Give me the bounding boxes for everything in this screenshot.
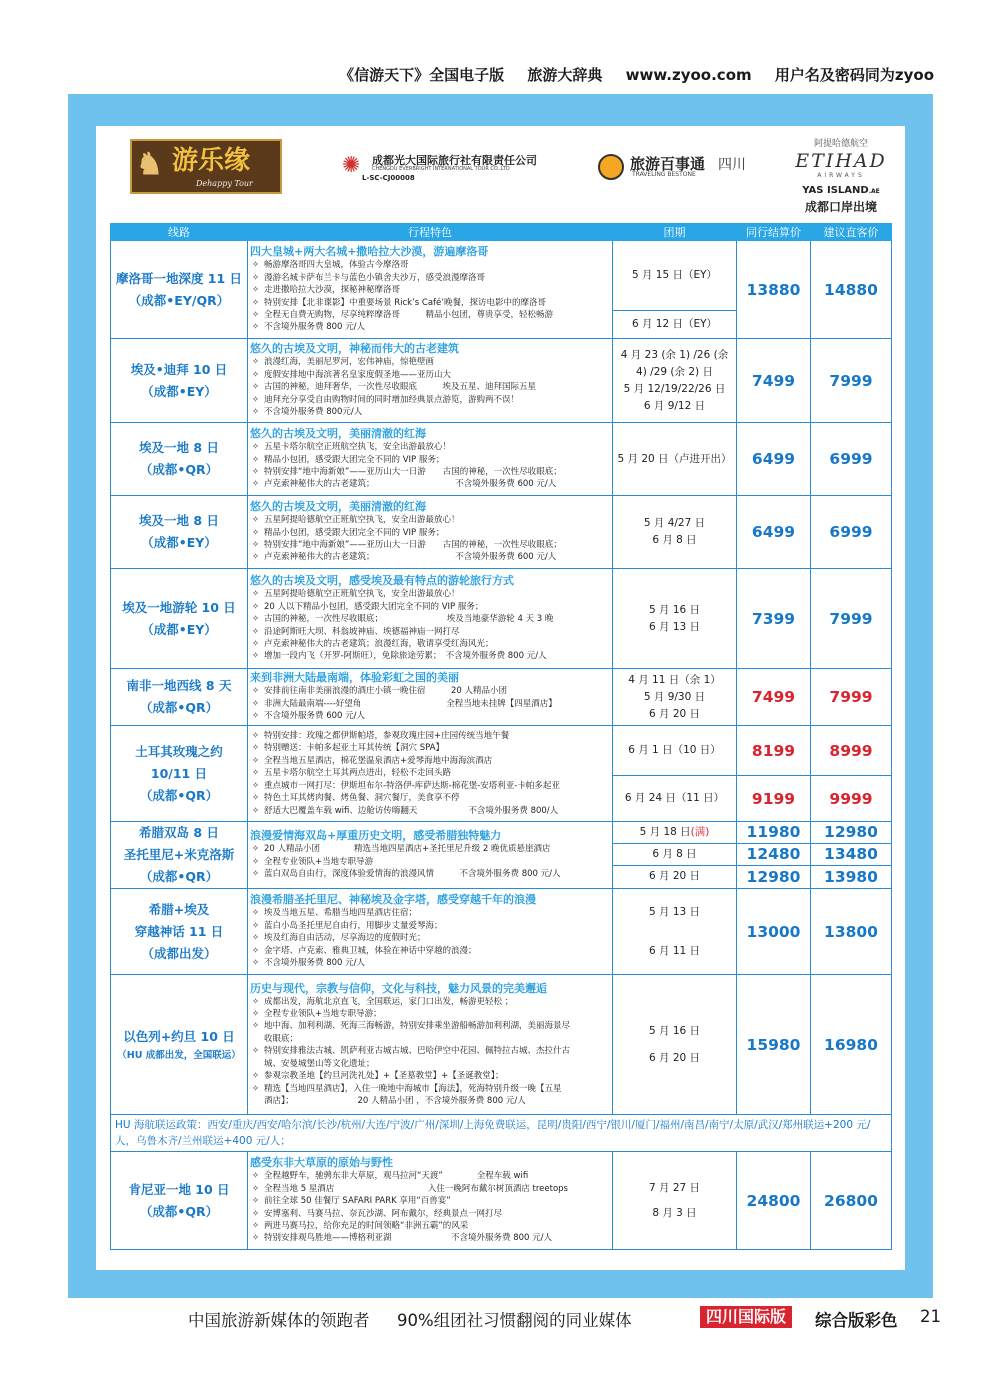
feature-item: ✧ 特别赠送：卡帕多起亚土耳其传统【洞穴 SPA】 xyxy=(252,743,444,754)
feature-item: ✧ 迪拜充分享受自由购物时间的同时增加经典景点游览，游购两不误！ xyxy=(252,394,520,405)
baishitong-logo: 旅游百事通 TRAVELING BESTONE 四川 xyxy=(598,150,748,184)
diamond-bullet-icon: ✧ xyxy=(252,958,260,969)
diamond-bullet-icon: ✧ xyxy=(252,1021,260,1032)
diamond-bullet-icon: ✧ xyxy=(252,454,260,465)
diamond-bullet-icon: ✧ xyxy=(252,322,260,333)
diamond-bullet-icon: ✧ xyxy=(252,869,260,880)
feature-item: ✧ 古国的神秘，迪拜奢华，一次性尽收眼底 埃及五星、迪拜国际五星 xyxy=(252,382,537,393)
col-features: 行程特色 xyxy=(248,224,613,241)
dates-cell: 5 月 15 日（EY） xyxy=(613,241,737,311)
features-cell xyxy=(248,726,613,822)
feature-item: ✧ 前往全球 50 佳餐厅 SAFARI PARK 享用“百兽宴” xyxy=(252,1196,451,1207)
dancer-icon: ♞ xyxy=(136,147,163,182)
price-cell: 7499 xyxy=(737,669,811,726)
feature-title: 浪漫希腊圣托里尼、神秘埃及金字塔，感受穿越千年的浪漫 xyxy=(250,893,536,907)
route-cell: 土耳其玫瑰之约 10/11 日 （成都•QR） xyxy=(111,726,248,822)
top-banner xyxy=(0,64,1000,86)
feature-item: ✧ 畅游摩洛哥四大皇城，体验古今摩洛哥 xyxy=(252,260,409,271)
route-cell: 埃及•迪拜 10 日 （成都•EY） xyxy=(111,339,248,423)
feature-item: ✧ 20 人以下精品小包团，感受跟大团完全不同的 VIP 服务； xyxy=(252,601,484,612)
feature-item: ✧ 安排前往南非美丽浪漫的酒庄小镇一晚住宿 20 人精品小团 xyxy=(252,686,508,697)
feature-item: ✧ 不含境外服务费 800 元/人 xyxy=(252,322,365,333)
table-row[interactable] xyxy=(111,496,892,569)
diamond-bullet-icon: ✧ xyxy=(252,780,260,791)
diamond-bullet-icon: ✧ xyxy=(252,285,260,296)
dates-cell: 7 月 27 日 8 月 3 日 xyxy=(613,1152,737,1250)
diamond-bullet-icon: ✧ xyxy=(252,1071,260,1082)
price-cell: 6999 xyxy=(811,496,892,569)
features-cell xyxy=(248,423,613,496)
price-cell: 8999 xyxy=(811,726,892,776)
diamond-bullet-icon: ✧ xyxy=(252,651,260,662)
feature-item: ✧ 舒适大巴覆盖车载 wifi、边舱访传嗨翻天 不含境外服务费 800/人 xyxy=(252,805,559,816)
feature-item: 酒店】； 20 人精品小团 ，不含境外服务费 800 元/人 xyxy=(264,1095,526,1106)
feature-item: ✧ 全程当地 5 星酒店 入住一晚阿布戴尔树顶酒店 treetops xyxy=(252,1183,568,1194)
table-row[interactable] xyxy=(111,339,892,423)
route-cell: 肯尼亚一地 10 日 （成都•QR） xyxy=(111,1152,248,1250)
feature-item: ✧ 参观宗教圣地【约旦河洗礼处】+【圣墓教堂】+【圣诞教堂】； xyxy=(252,1071,504,1082)
feature-item: ✧ 重点城市一网打尽：伊斯坦布尔-特洛伊-库萨达斯-棉花堡-安塔利亚-卡帕多起亚 xyxy=(252,780,560,791)
price-cell: 12480 xyxy=(737,843,811,865)
feature-item: ✧ 特别安排“地中海新娘”——亚历山大一日游 古国的神秘，一次性尽收眼底； xyxy=(252,540,562,550)
diamond-bullet-icon: ✧ xyxy=(252,743,260,754)
price-cell: 15980 xyxy=(737,975,811,1115)
diamond-bullet-icon: ✧ xyxy=(252,601,260,612)
feature-item: ✧ 漫游名城卡萨布兰卡与蓝色小镇舍夫沙万，感受浪漫摩洛哥 xyxy=(252,272,486,283)
route-cell: 南非一地西线 8 天 （成都•QR） xyxy=(111,669,248,726)
price-cell: 26800 xyxy=(811,1152,892,1250)
policy-text: HU 海航联运政策：西安/重庆/西安/哈尔滨/长沙/杭州/大连/宁波/广州/深圳/上海免费联运，昆明/贵阳/西宁/银川/厦门/福州/南昌/南宁/太原/武汉/郑州联运+200 元/人，乌鲁木齐/兰州联运+400 元/人； xyxy=(111,1115,892,1152)
features-cell xyxy=(248,496,613,569)
feature-item: ✧ 不含境外服务费 800 元/人 xyxy=(252,958,365,969)
diamond-bullet-icon: ✧ xyxy=(252,479,260,490)
price-cell: 13880 xyxy=(737,241,811,339)
feature-item: ✧ 全程越野车，驰骋东非大草原，观马拉河“天渡” 全程车载 wifi xyxy=(252,1171,529,1182)
feature-item: ✧ 度假安排地中海滨著名皇家度假圣地——亚历山大 xyxy=(252,369,452,380)
col-dates: 团期 xyxy=(613,224,737,241)
diamond-bullet-icon: ✧ xyxy=(252,407,260,418)
diamond-bullet-icon: ✧ xyxy=(252,908,260,919)
diamond-bullet-icon: ✧ xyxy=(252,711,260,722)
features-cell xyxy=(248,822,613,889)
price-cell: 7999 xyxy=(811,339,892,423)
diamond-bullet-icon: ✧ xyxy=(252,1208,260,1219)
diamond-bullet-icon: ✧ xyxy=(252,805,260,816)
feature-item: ✧ 安博塞利、马赛马拉、奈瓦沙湖、阿布戴尔，经典景点一网打尽 xyxy=(252,1208,503,1219)
feature-item: ✧ 埃及红海自由活动，尽享海边的度假时光； xyxy=(252,933,426,944)
dates-cell: 6 月 8 日 xyxy=(613,843,737,865)
feature-item: ✧ 蓝白小岛圣托里尼自由行，用脚步丈量爱琴海； xyxy=(252,920,443,931)
diamond-bullet-icon: ✧ xyxy=(252,1233,260,1244)
diamond-bullet-icon: ✧ xyxy=(252,297,260,308)
feature-item: ✧ 卢克索神秘伟大的古老建筑；浪漫红海，敬请享受红海风光； xyxy=(252,638,494,649)
diamond-bullet-icon: ✧ xyxy=(252,589,260,600)
diamond-bullet-icon: ✧ xyxy=(252,1046,260,1057)
feature-item: ✧ 不含境外服务费 800元/人 xyxy=(252,407,363,418)
feature-item: ✧ 特别安排观鸟胜地——博格利亚湖 不含境外服务费 800 元/人 xyxy=(252,1233,552,1244)
logo-header xyxy=(96,126,905,226)
feature-item: ✧ 特别安排“地中海新娘”——亚历山大一日游 古国的神秘，一次性尽收眼底； xyxy=(252,467,562,477)
features-cell xyxy=(248,669,613,726)
diamond-bullet-icon: ✧ xyxy=(252,260,260,271)
feature-title: 悠久的古埃及文明，美丽清澈的红海 xyxy=(250,427,426,441)
features-cell xyxy=(248,569,613,669)
full-tag: (满) xyxy=(690,825,710,838)
table-row[interactable] xyxy=(111,669,892,726)
feature-item: ✧ 地中海、加利利湖、死海三海畅游，特别安排乘坐游船畅游加利利湖，美丽海景尽 xyxy=(252,1021,571,1032)
dates-cell: 5 月 4/27 日 6 月 8 日 xyxy=(613,496,737,569)
feature-item: ✧ 精品小包团，感受跟大团完全不同的 VIP 服务； xyxy=(252,454,445,465)
feature-item: ✧ 浪漫红海，美丽尼罗河，宏伟神庙，惊艳壁画 xyxy=(252,357,435,368)
table-row[interactable] xyxy=(111,241,892,311)
footer xyxy=(0,1307,1000,1331)
price-cell: 6499 xyxy=(737,423,811,496)
dates-cell: 4 月 11 日（余 1） 5 月 9/30 日 6 月 20 日 xyxy=(613,669,737,726)
features-cell xyxy=(248,241,613,339)
tour-table xyxy=(110,223,892,1250)
feature-item: ✧ 埃及当地五星、希腊当地四星酒店住宿； xyxy=(252,908,418,919)
col-trade-price: 同行结算价 xyxy=(737,224,811,241)
feature-item: ✧ 不含境外服务费 600 元/人 xyxy=(252,711,365,722)
site-url[interactable]: www.zyoo.com xyxy=(625,66,752,84)
feature-item: ✧ 全程无自费无购物，尽享纯粹摩洛哥 精品小包团，尊贵享受，轻松畅游 xyxy=(252,309,554,320)
diamond-bullet-icon: ✧ xyxy=(252,686,260,697)
feature-title: 感受东非大草原的原始与野性 xyxy=(250,1156,393,1170)
content-page xyxy=(96,126,905,1270)
feature-title: 悠久的古埃及文明，美丽清澈的红海 xyxy=(250,500,426,514)
diamond-bullet-icon: ✧ xyxy=(252,540,260,550)
feature-item: ✧ 蓝白双岛自由行，深度体验爱情海的浪漫风情 不含境外服务费 800 元/人 xyxy=(252,869,561,880)
price-cell: 13480 xyxy=(811,843,892,865)
policy-row xyxy=(111,1115,892,1152)
diamond-bullet-icon: ✧ xyxy=(252,1220,260,1231)
diamond-bullet-icon: ✧ xyxy=(252,1196,260,1207)
feature-title: 四大皇城+两大名城+撒哈拉大沙漠，游遍摩洛哥 xyxy=(250,245,489,259)
diamond-bullet-icon: ✧ xyxy=(252,515,260,526)
feature-item: ✧ 增加一段内飞（开罗-阿斯旺），免除旅途劳累； 不含境外服务费 800 元/人 xyxy=(252,651,547,662)
price-cell: 9199 xyxy=(737,776,811,822)
diamond-bullet-icon: ✧ xyxy=(252,920,260,931)
features-cell xyxy=(248,1152,613,1250)
dates-cell: 6 月 12 日（EY） xyxy=(613,311,737,339)
price-cell: 9999 xyxy=(811,776,892,822)
feature-title: 悠久的古埃及文明，神秘而伟大的古老建筑 xyxy=(250,342,459,356)
login-note: 用户名及密码同为zyoo xyxy=(774,66,934,84)
table-row[interactable] xyxy=(111,975,892,1115)
feature-item: ✧ 卢克索神秘伟大的古老建筑； 不含境外服务费 600 元/人 xyxy=(252,479,557,490)
feature-item: ✧ 走进撒哈拉大沙漠，探秘神秘摩洛哥 xyxy=(252,285,401,296)
dictionary-title: 旅游大辞典 xyxy=(527,66,603,84)
feature-item: ✧ 五星阿提哈德航空正班航空执飞，安全出游最放心！ xyxy=(252,515,460,526)
diamond-bullet-icon: ✧ xyxy=(252,272,260,283)
feature-item: ✧ 全程专业领队+当地专职导游； xyxy=(252,1009,382,1020)
feature-title: 浪漫爱情海双岛+厚重历史文明，感受希腊独特魅力 xyxy=(250,829,502,843)
table-row[interactable] xyxy=(111,423,892,496)
col-route: 线路 xyxy=(111,224,248,241)
feature-item: ✧ 特色土耳其烤肉餐、烤鱼餐、洞穴餐厅，美食享不停 xyxy=(252,793,460,804)
table-header xyxy=(111,224,892,241)
route-cell: 埃及一地 8 日 （成都•QR） xyxy=(111,423,248,496)
diamond-bullet-icon: ✧ xyxy=(252,369,260,380)
baishitong-face-icon xyxy=(598,154,624,180)
edition-type: 综合版彩色 xyxy=(815,1311,898,1330)
col-retail-price: 建议直客价 xyxy=(811,224,892,241)
price-cell: 13980 xyxy=(811,865,892,888)
route-cell: 以色列+约旦 10 日 （HU 成都出发，全国联运） xyxy=(111,975,248,1115)
price-cell: 16980 xyxy=(811,975,892,1115)
diamond-bullet-icon: ✧ xyxy=(252,382,260,393)
feature-item: ✧ 卢克索神秘伟大的古老建筑； 不含境外服务费 600 元/人 xyxy=(252,552,557,563)
feature-item: ✧ 精选【当地四星酒店】，入住一晚地中海城市【海法】，死海特别升级一晚【五星 xyxy=(252,1083,562,1094)
feature-item: ✧ 20 人精品小团 精选当地四星酒店+圣托里尼升级 2 晚优质悬崖酒店 xyxy=(252,844,551,855)
diamond-bullet-icon: ✧ xyxy=(252,856,260,867)
feature-title: 来到非洲大陆最南端，体验彩虹之国的美丽 xyxy=(250,671,459,685)
diamond-bullet-icon: ✧ xyxy=(252,442,260,453)
route-cell: 埃及一地 8 日 （成都•EY） xyxy=(111,496,248,569)
price-cell: 13000 xyxy=(737,889,811,975)
dates-cell: 5 月 20 日（卢进开出） xyxy=(613,423,737,496)
route-cell: 希腊双岛 8 日 圣托里尼+米克洛斯 （成都•QR） xyxy=(111,822,248,889)
feature-item: ✧ 精品小包团，感受跟大团完全不同的 VIP 服务； xyxy=(252,527,445,538)
features-cell xyxy=(248,975,613,1115)
feature-title: 历史与现代，宗教与信仰，文化与科技，魅力风景的完美邂逅 xyxy=(250,981,547,995)
footer-slogan-2: 90%组团社习惯翻阅的同业媒体 xyxy=(397,1311,632,1330)
diamond-bullet-icon: ✧ xyxy=(252,945,260,956)
feature-item: ✧ 金字塔、卢克索、雅典卫城，体验在神话中穿越的浪漫； xyxy=(252,945,477,956)
route-cell: 摩洛哥一地深度 11 日 （成都•EY/QR） xyxy=(111,241,248,339)
feature-item: ✧ 特别安排【北非谍影】中重要场景 Rick’s Café’晚餐，探访电影中的摩洛哥 xyxy=(252,297,546,308)
price-cell: 8199 xyxy=(737,726,811,776)
feature-item: ✧ 全程当地五星酒店，棉花堡温泉酒店+爱琴海地中海海滨酒店 xyxy=(252,755,493,766)
diamond-bullet-icon: ✧ xyxy=(252,1171,260,1182)
diamond-bullet-icon: ✧ xyxy=(252,755,260,766)
diamond-bullet-icon: ✧ xyxy=(252,1009,260,1020)
feature-item: 收眼底； xyxy=(264,1033,299,1044)
feature-item: ✧ 非洲大陆最南端----好望角 全程当地未挂牌【四星酒店】 xyxy=(252,698,557,709)
diamond-bullet-icon: ✧ xyxy=(252,527,260,538)
price-cell: 6999 xyxy=(811,423,892,496)
dates-cell: 4 月 23 (余 1) /26 (余 4) /29 (余 2) 日 5 月 12/19/22/26 日 6 月 9/12 日 xyxy=(613,339,737,423)
diamond-bullet-icon: ✧ xyxy=(252,626,260,637)
table-row[interactable] xyxy=(111,1152,892,1250)
table-row[interactable] xyxy=(111,726,892,776)
diamond-bullet-icon: ✧ xyxy=(252,793,260,804)
features-cell xyxy=(248,339,613,423)
feature-item: ✧ 五星卡塔尔航空土耳其两点进出，轻松不走回头路 xyxy=(252,768,452,779)
price-cell: 7399 xyxy=(737,569,811,669)
price-cell: 7999 xyxy=(811,569,892,669)
diamond-bullet-icon: ✧ xyxy=(252,1183,260,1194)
price-cell: 24800 xyxy=(737,1152,811,1250)
diamond-bullet-icon: ✧ xyxy=(252,394,260,405)
route-cell: 埃及一地游轮 10 日 （成都•EY） xyxy=(111,569,248,669)
feature-title: 悠久的古埃及文明，感受埃及最有特点的游轮旅行方式 xyxy=(250,574,514,588)
dates-cell: 6 月 20 日 xyxy=(613,865,737,888)
edition-badge: 四川国际版 xyxy=(700,1306,792,1328)
feature-item: ✧ 两进马赛马拉，给你充足的时间领略“非洲五霸”的风采 xyxy=(252,1220,469,1231)
price-cell: 7999 xyxy=(811,669,892,726)
price-cell: 6499 xyxy=(737,496,811,569)
feature-item: ✧ 特别安排：玫瑰之都伊斯帕塔，参观玫瑰庄园+庄园传统当地午餐 xyxy=(252,731,510,742)
everbright-logo: ✺ 成都光大国际旅行社有限责任公司 CHENGDU EVERBRIGHT INTERNATIONAL TOUR CO.,LTD L-SC-CJ00008 xyxy=(342,153,537,182)
diamond-bullet-icon: ✧ xyxy=(252,698,260,709)
diamond-bullet-icon: ✧ xyxy=(252,638,260,649)
diamond-bullet-icon: ✧ xyxy=(252,309,260,320)
feature-item: 城、安曼城堡山等文化遗址； xyxy=(264,1058,375,1069)
page-number: 21 xyxy=(920,1307,941,1326)
diamond-bullet-icon: ✧ xyxy=(252,844,260,855)
dates-cell: 5 月 16 日 6 月 20 日 xyxy=(613,975,737,1115)
diamond-bullet-icon: ✧ xyxy=(252,552,260,563)
price-cell: 14880 xyxy=(811,241,892,339)
diamond-bullet-icon: ✧ xyxy=(252,614,260,625)
feature-item: ✧ 特别安排雅法古城、凯萨利亚古城古城、巴哈伊空中花园、佩特拉古城、杰拉什古 xyxy=(252,1046,571,1057)
diamond-bullet-icon: ✧ xyxy=(252,357,260,368)
features-cell xyxy=(248,889,613,975)
price-cell: 12980 xyxy=(737,865,811,888)
youleyuan-logo: ♞ 游乐缘 Dehappy Tour xyxy=(130,139,282,194)
etihad-logo: 阿提哈德航空 ETIHAD AIRWAYS YAS ISLAND.AE 成都口岸出境 xyxy=(786,138,896,220)
dates-cell: 5 月 16 日 6 月 13 日 xyxy=(613,569,737,669)
feature-item: ✧ 五星卡塔尔航空正班航空执飞，安全出游最放心！ xyxy=(252,442,452,453)
price-cell: 12980 xyxy=(811,822,892,844)
price-cell: 11980 xyxy=(737,822,811,844)
table-row[interactable] xyxy=(111,569,892,669)
dates-cell: 6 月 1 日（10 日） xyxy=(613,726,737,776)
dates-cell: 5 月 18 日(满) xyxy=(613,822,737,844)
footer-slogan-1: 中国旅游新媒体的领跑者 xyxy=(188,1311,370,1330)
diamond-bullet-icon: ✧ xyxy=(252,768,260,779)
feature-item: ✧ 成都出发，海航北京直飞，全国联运，家门口出发，畅游更轻松 ； xyxy=(252,996,514,1007)
everbright-mark-icon: ✺ xyxy=(342,153,361,178)
diamond-bullet-icon: ✧ xyxy=(252,1083,260,1094)
price-cell: 7499 xyxy=(737,339,811,423)
feature-item: ✧ 全程专业领队+当地专职导游 xyxy=(252,856,374,867)
route-cell: 希腊+埃及 穿越神话 11 日 （成都出发） xyxy=(111,889,248,975)
diamond-bullet-icon: ✧ xyxy=(252,467,260,477)
dates-cell: 6 月 24 日（11 日） xyxy=(613,776,737,822)
diamond-bullet-icon: ✧ xyxy=(252,731,260,742)
feature-item: ✧ 沿途阿斯旺大坝、科翁坡神庙、埃德福神庙一网打尽 xyxy=(252,626,460,637)
diamond-bullet-icon: ✧ xyxy=(252,933,260,944)
price-cell: 13800 xyxy=(811,889,892,975)
feature-item: ✧ 五星阿提哈德航空正班航空执飞，安全出游最放心！ xyxy=(252,589,460,600)
dates-cell: 5 月 13 日 6 月 11 日 xyxy=(613,889,737,975)
table-row[interactable] xyxy=(111,822,892,844)
magazine-title: 《信游天下》全国电子版 xyxy=(339,66,505,84)
diamond-bullet-icon: ✧ xyxy=(252,996,260,1007)
feature-item: ✧ 古国的神秘，一次性尽收眼底； 埃及当地豪华游轮 4 天 3 晚 xyxy=(252,614,554,625)
table-row[interactable] xyxy=(111,889,892,975)
yas-island: YAS ISLAND.AE xyxy=(802,185,880,196)
